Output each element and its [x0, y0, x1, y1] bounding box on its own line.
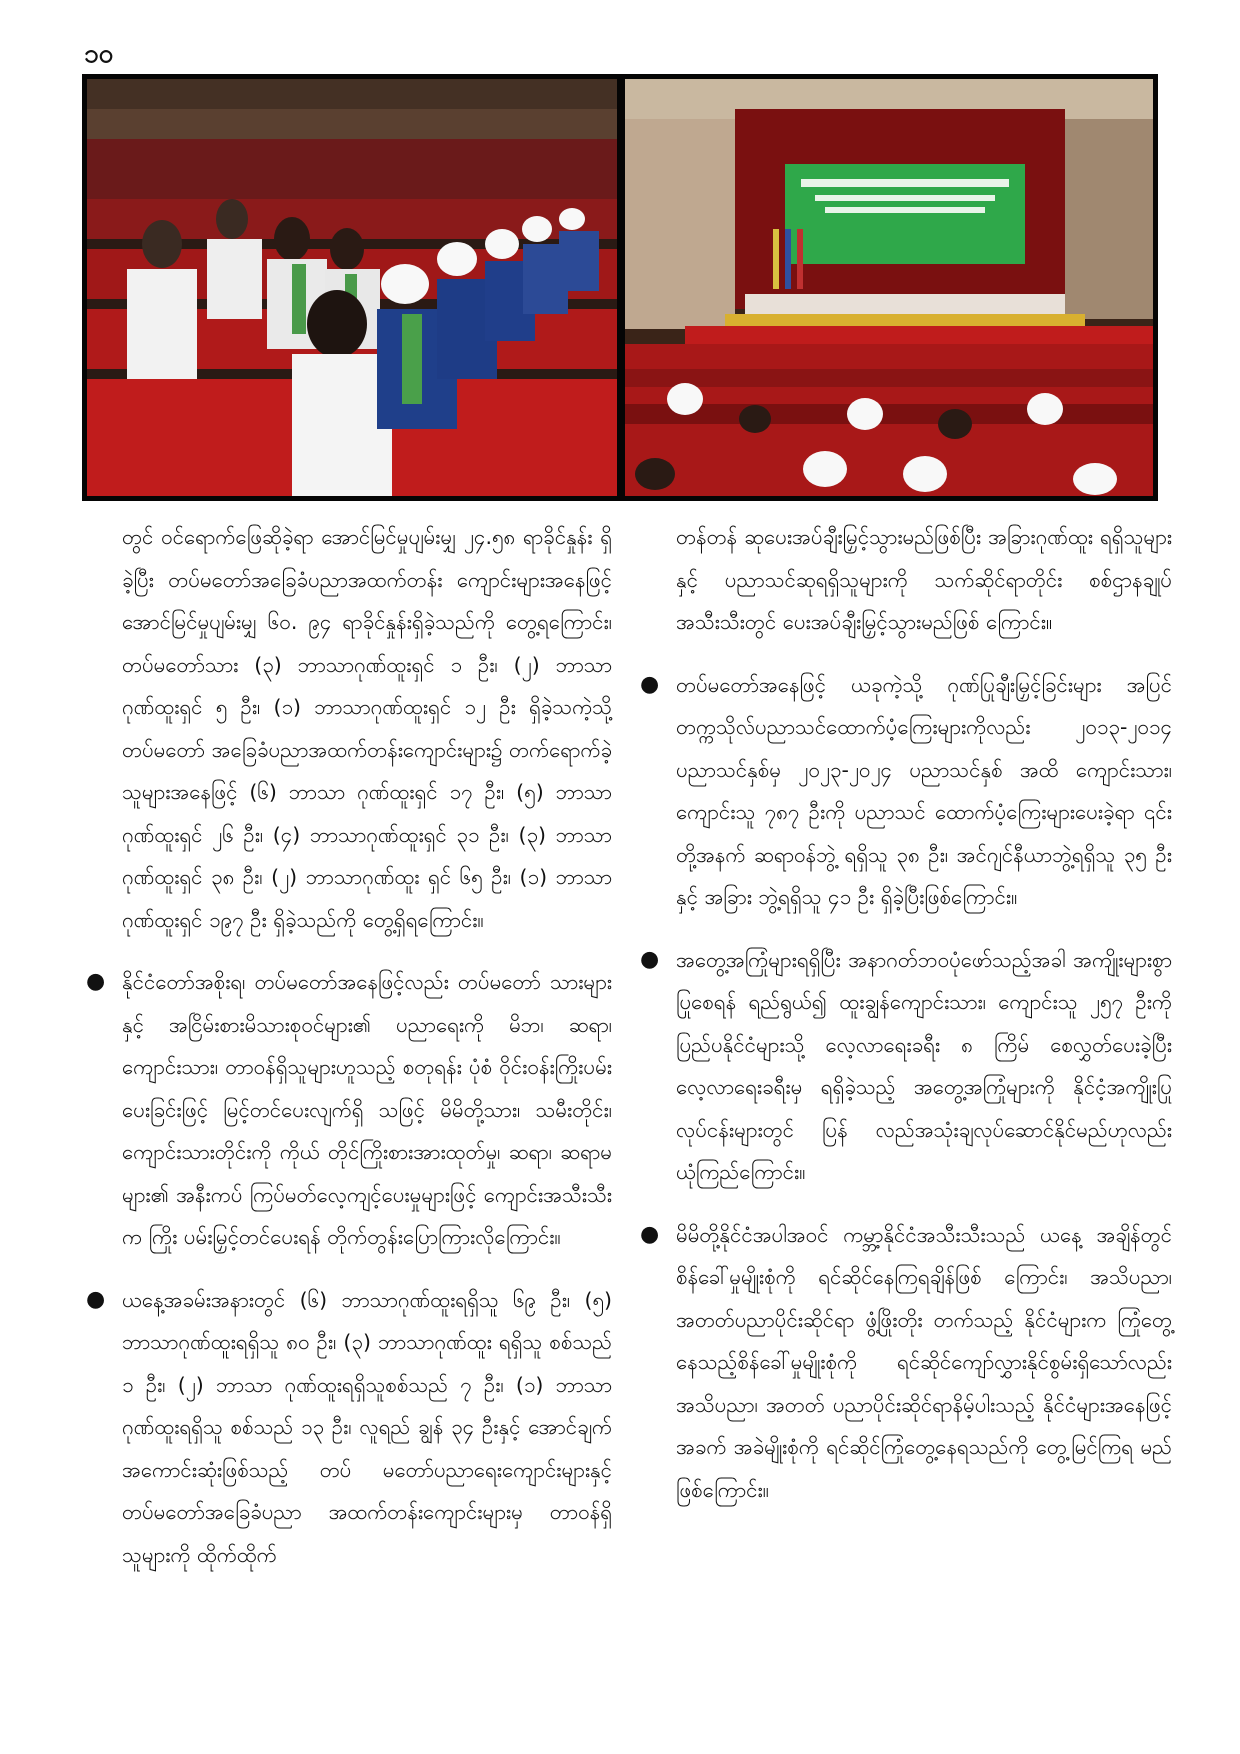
bullet-icon: ●: [640, 671, 660, 697]
auditorium-audience-photo: [87, 79, 617, 496]
bullet-paragraph: ● အတွေ့အကြုံများရရှိပြီး အနာဂတ်ဘဝပုံဖော်သည့်အခါ အကျိုးများစွာပြုစေရန် ရည်ရွယ်၍ ထူးချွန်ကျောင်းသား၊ ကျောင်းသူ ၂၅၇ ဦးကို ပြည်ပနိုင်ငံများသို့ လေ့လာရေးခရီး ၈ ကြိမ် စေလွှတ်ပေးခဲ့ပြီး လေ့လာရေးခရီးမှ ရရှိခဲ့သည့် အတွေ့အကြုံများကို နိုင်ငံ့အကျိုးပြုလုပ်ငန်းများတွင် ပြန် လည်အသုံးချလုပ်ဆောင်နိုင်မည်ဟုလည်း ယုံကြည်ကြောင်း။: [640, 939, 1172, 1194]
bullet-icon: ●: [640, 946, 660, 972]
bullet-paragraph: ● တပ်မတော်အနေဖြင့် ယခုကဲ့သို့ ဂုဏ်ပြုချီးမြှင့်ခြင်းများ အပြင် တက္ကသိုလ်ပညာသင်ထောက်ပံ့ကြေးများကိုလည်း ၂၀၁၃-၂၀၁၄ ပညာသင်နှစ်မှ ၂၀၂၃-၂၀၂၄ ပညာသင်နှစ် အထိ ကျောင်းသား၊ ကျောင်းသူ ၇၈၇ ဦးကို ပညာသင် ထောက်ပံ့ကြေးများပေးခဲ့ရာ ၎င်းတို့အနက် ဆရာဝန်ဘွဲ့ ရရှိသူ ၃၈ ဦး၊ အင်ဂျင်နီယာဘွဲ့ရရှိသူ ၃၅ ဦးနှင့် အခြား ဘွဲ့ရရှိသူ ၄၁ ဦး ရှိခဲ့ပြီးဖြစ်ကြောင်း။: [640, 664, 1172, 919]
bullet-icon: ●: [640, 1221, 660, 1247]
conference-stage-photo: [625, 79, 1153, 496]
left-column: [86, 516, 612, 1596]
bullet-icon: ●: [86, 1286, 106, 1312]
right-column: [640, 516, 1172, 1531]
photo-strip: [82, 74, 1158, 501]
bullet-paragraph: ● နိုင်ငံတော်အစိုးရ၊ တပ်မတော်အနေဖြင့်လည်း တပ်မတော် သားများနှင့် အငြိမ်းစားမိသားစုဝင်များ၏ ပညာရေးကို မိဘ၊ ဆရာ၊ ကျောင်းသား၊ တာဝန်ရှိသူများဟူသည့် စတုရန်း ပုံစံ ဝိုင်းဝန်းကြိုးပမ်းပေးခြင်းဖြင့် မြင့်တင်ပေးလျက်ရှိ သဖြင့် မိမိတို့သား၊ သမီးတိုင်း၊ ကျောင်းသားတိုင်းကို ကိုယ် တိုင်ကြိုးစားအားထုတ်မှု၊ ဆရာ၊ ဆရာမများ၏ အနီးကပ် ကြပ်မတ်လေ့ကျင့်ပေးမှုများဖြင့် ကျောင်းအသီးသီးက ကြိုး ပမ်းမြှင့်တင်ပေးရန် တိုက်တွန်းပြောကြားလိုကြောင်း။: [86, 961, 612, 1259]
paragraph: တန်တန် ဆုပေးအပ်ချီးမြှင့်သွားမည်ဖြစ်ပြီး အခြားဂုဏ်ထူး ရရှိသူများနှင့် ပညာသင်ဆုရရှိသူများကို သက်ဆိုင်ရာတိုင်း စစ်ဌာနချုပ်အသီးသီးတွင် ပေးအပ်ချီးမြှင့်သွားမည်ဖြစ် ကြောင်း။: [676, 525, 1172, 634]
page-number: ၁၀: [84, 39, 114, 69]
bullet-icon: ●: [86, 969, 106, 994]
paragraph: တွင် ဝင်ရောက်ဖြေဆိုခဲ့ရာ အောင်မြင်မှုပျမ်းမျှ ၂၄.၅၈ ရာခိုင်နှုန်း ရှိခဲ့ပြီး တပ်မတော်အခြေခံပညာအထက်တန်း ကျောင်းများအနေဖြင့် အောင်မြင်မှုပျမ်းမျှ ၆၀. ၉၄ ရာခိုင်နှုန်းရှိခဲ့သည်ကို တွေ့ရကြောင်း၊ တပ်မတော်သား (၃) ဘာသာဂုဏ်ထူးရှင် ၁ ဦး၊ (၂) ဘာသာဂုဏ်ထူးရှင် ၅ ဦး၊ (၁) ဘာသာဂုဏ်ထူးရှင် ၁၂ ဦး ရှိခဲ့သကဲ့သို့ တပ်မတော် အခြေခံပညာအထက်တန်းကျောင်းများ၌ တက်ရောက်ခဲ့ သူများအနေဖြင့် (၆) ဘာသာ ဂုဏ်ထူးရှင် ၁၇ ဦး၊ (၅) ဘာသာ ဂုဏ်ထူးရှင် ၂၆ ဦး၊ (၄) ဘာသာဂုဏ်ထူးရှင် ၃၁ ဦး၊ (၃) ဘာသာဂုဏ်ထူးရှင် ၃၈ ဦး၊ (၂) ဘာသာဂုဏ်ထူး ရှင် ၆၅ ဦး၊ (၁) ဘာသာဂုဏ်ထူးရှင် ၁၉၇ ဦး ရှိခဲ့သည်ကို တွေ့ရှိရကြောင်း။: [122, 525, 612, 932]
bullet-paragraph: ● ယနေ့အခမ်းအနားတွင် (၆) ဘာသာဂုဏ်ထူးရရှိသူ ၆၉ ဦး၊ (၅) ဘာသာဂုဏ်ထူးရရှိသူ ၈၀ ဦး၊ (၃) ဘာသာဂုဏ်ထူး ရရှိသူ စစ်သည် ၁ ဦး၊ (၂) ဘာသာ ဂုဏ်ထူးရရှိသူစစ်သည် ၇ ဦး၊ (၁) ဘာသာဂုဏ်ထူးရရှိသူ စစ်သည် ၁၃ ဦး၊ လူရည် ချွန် ၃၄ ဦးနှင့် အောင်ချက်အကောင်းဆုံးဖြစ်သည့် တပ် မတော်ပညာရေးကျောင်းများနှင့် တပ်မတော်အခြေခံပညာ အထက်တန်းကျောင်းများမှ တာဝန်ရှိသူများကို ထိုက်ထိုက်: [86, 1279, 612, 1577]
bullet-paragraph: ● မိမိတို့နိုင်ငံအပါအဝင် ကမ္ဘာ့နိုင်ငံအသီးသီးသည် ယနေ့ အချိန်တွင် စိန်ခေါ်မှုမျိုးစုံကို ရင်ဆိုင်နေကြရချိန်ဖြစ် ကြောင်း၊ အသိပညာ၊ အတတ်ပညာပိုင်းဆိုင်ရာ ဖွံ့ဖြိုးတိုး တက်သည့် နိုင်ငံများက ကြုံတွေ့နေသည့်စိန်ခေါ်မှုမျိုးစုံကို ရင်ဆိုင်ကျော်လွှားနိုင်စွမ်းရှိသော်လည်း အသိပညာ၊ အတတ် ပညာပိုင်းဆိုင်ရာနိမ့်ပါးသည့် နိုင်ငံများအနေဖြင့် အခက် အခဲမျိုးစုံကို ရင်ဆိုင်ကြုံတွေ့နေရသည်ကို တွေ့မြင်ကြရ မည်ဖြစ်ကြောင်း။: [640, 1214, 1172, 1512]
